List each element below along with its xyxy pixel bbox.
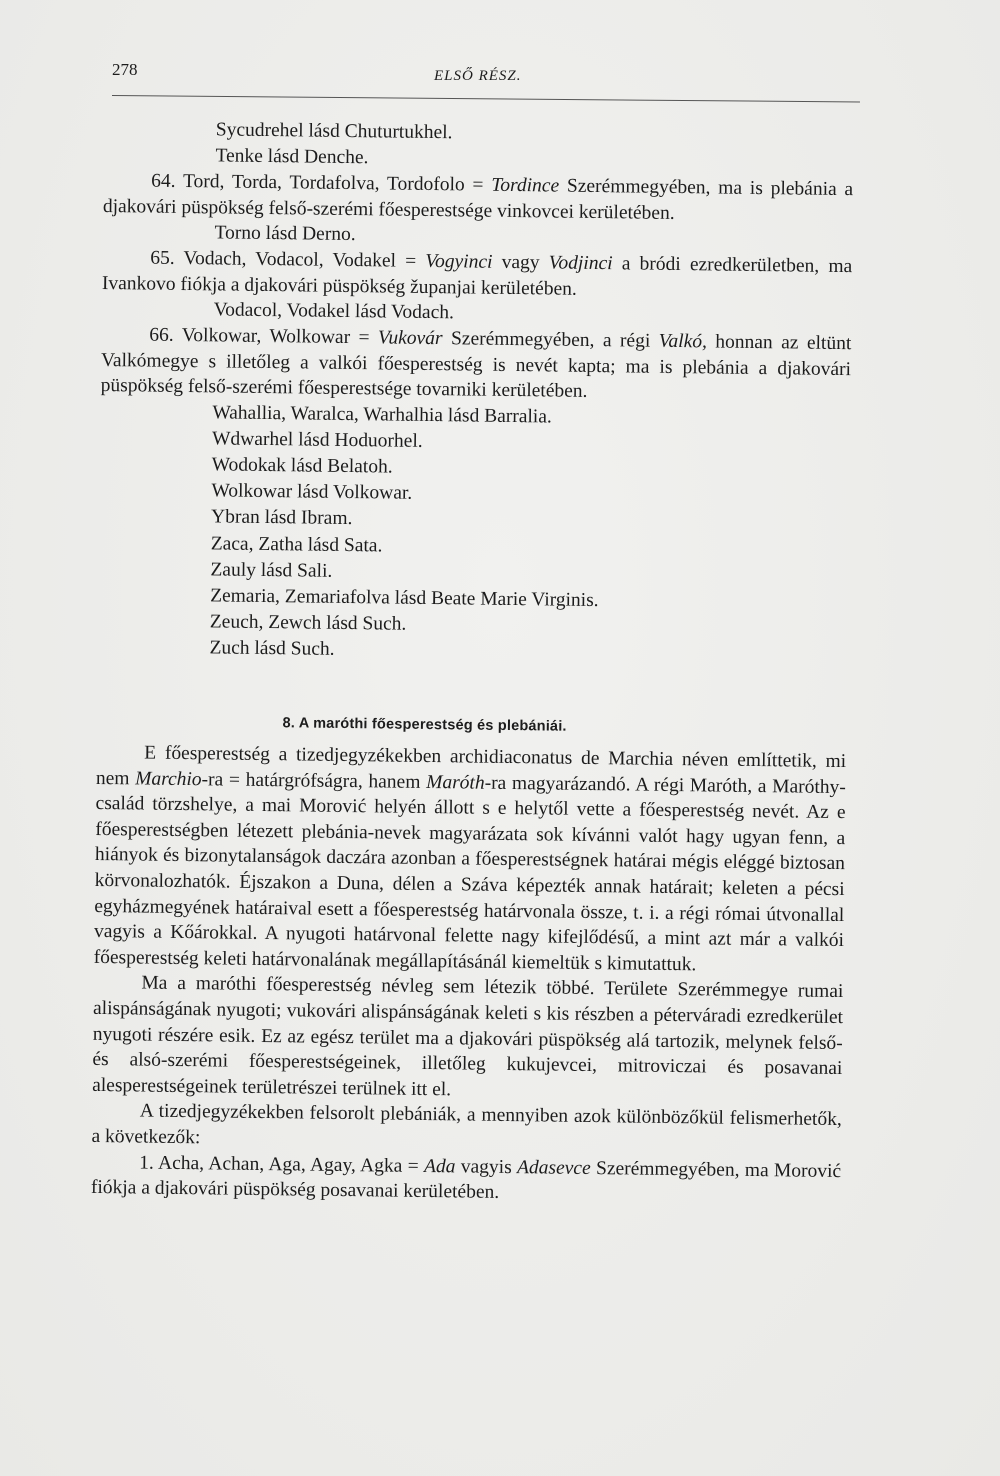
entry-paragraph-66: 66. Volkowar, Wolkowar = Vukovár Szerémmegyében, a régi Valkó, honnan az eltünt Valkómegye s illetőleg a valkói főesperestség is nevét kapta; ma is plebánia a djakovári püspökség felső-szerémi főesperestsége tovarniki kerületében. — [100, 325, 852, 403]
entry-paragraph-1: 1. Acha, Achan, Aga, Agay, Agka = Ada vagyis Adasevce Szerémmegyében, ma Morović fiókja a djakovári püspökség posavanai kerületében. — [90, 1152, 842, 1204]
header-rule — [112, 95, 860, 103]
index-entry: Wodokak lásd Belatoh. — [211, 454, 393, 478]
body-paragraph: A tizedjegyzékekben felsorolt plebániák, a mennyiben azok különbözőkül felismerhetők, a következők: — [91, 1100, 842, 1149]
body-paragraph: E főesperestség a tizedjegyzékekben archidiaconatus de Marchia néven említtetik, mi nem Marchio-ra = határgrófságra, hanem Maróth-ra magyarázandó. A régi Maróth, a Maróthy-család törzshelye, a mai Morović helyén állott s e helytől vette a főesperestség nevét. Az e főesperestségben létezett plebánia-nevek magyarázata sok kívánni valót hagy ugyan fenn, a hiányok és bizonytalanságok daczára azonban a főesperestségnek határai mégis eléggé biztosan körvonalozhatók. Éjszakon a Duna, délen a Száva képezték annak határait; keleten a pécsi egyházmegyének határaival esett a főesperestség határvonala össze, t. i. a régi római útvonallal vagyis a Kőárokkal. A nyugoti határvonal felette nagy kifejlődésű, a mint azt már a valkói főesperestség keleti határvonalának megállapításánál kiemeltük s kimutattuk. — [93, 742, 847, 976]
index-entry: Sycudrehel lásd Chuturtukhel. — [215, 119, 453, 144]
index-entry: Ybran lásd Ibram. — [210, 506, 353, 530]
index-entry: Zauly lásd Sali. — [210, 559, 333, 582]
entry-paragraph-64: 64. Tord, Torda, Tordafolva, Tordofolo = Tordince Szerémmegyében, ma is plebánia a djakovári püspökség felső-szerémi főesperestsége vinkovcei kerületében. — [102, 170, 854, 224]
body-paragraph: Ma a maróthi főesperestség névleg sem létezik többé. Területe Szerémmegye rumai alispánságának nyugoti; vukovári alispánságának keleti s kis részben a péterváradi ezredkerület nyugoti részére esik. Ez az egész terület ma a djakovári püspökség alá tartozik, melynek felső- és alsó-szerémi főesperestségeinek, illetőleg kukujevcei, mitroviczai és posavanai alesperestségeinek területrészei terülnek itt el. — [92, 972, 844, 1101]
entry-paragraph-65: 65. Vodach, Vodacol, Vodakel = Vogyinci vagy Vodjinci a bródi ezredkerületben, ma Ivankovo fiókja a djakovári püspökség županjai kerületében. — [101, 247, 853, 300]
page-header — [112, 60, 857, 96]
section-heading: 8. A maróthi főesperestség és plebániái. — [282, 714, 567, 735]
index-entry: Tenke lásd Denche. — [215, 145, 369, 169]
index-entry: Torno lásd Derno. — [214, 222, 356, 246]
running-head: ELSŐ RÉSZ. — [434, 68, 522, 84]
index-entry: Zaca, Zatha lásd Sata. — [210, 533, 383, 557]
index-entry: Wolkowar lásd Volkowar. — [211, 480, 413, 505]
index-entry: Zeuch, Zewch lásd Such. — [209, 611, 407, 636]
index-entry: Zemaria, Zemariafolva lásd Beate Marie Virginis. — [210, 585, 599, 612]
index-entry: Wahallia, Waralca, Warhalhia lásd Barralia. — [212, 402, 552, 428]
index-entry: Wdwarhel lásd Hoduorhel. — [211, 428, 423, 452]
index-entry: Vodacol, Vodakel lásd Vodach. — [213, 299, 455, 324]
page-body — [91, 116, 854, 1210]
page-number: 278 — [112, 60, 138, 79]
index-entry: Zuch lásd Such. — [209, 637, 335, 661]
